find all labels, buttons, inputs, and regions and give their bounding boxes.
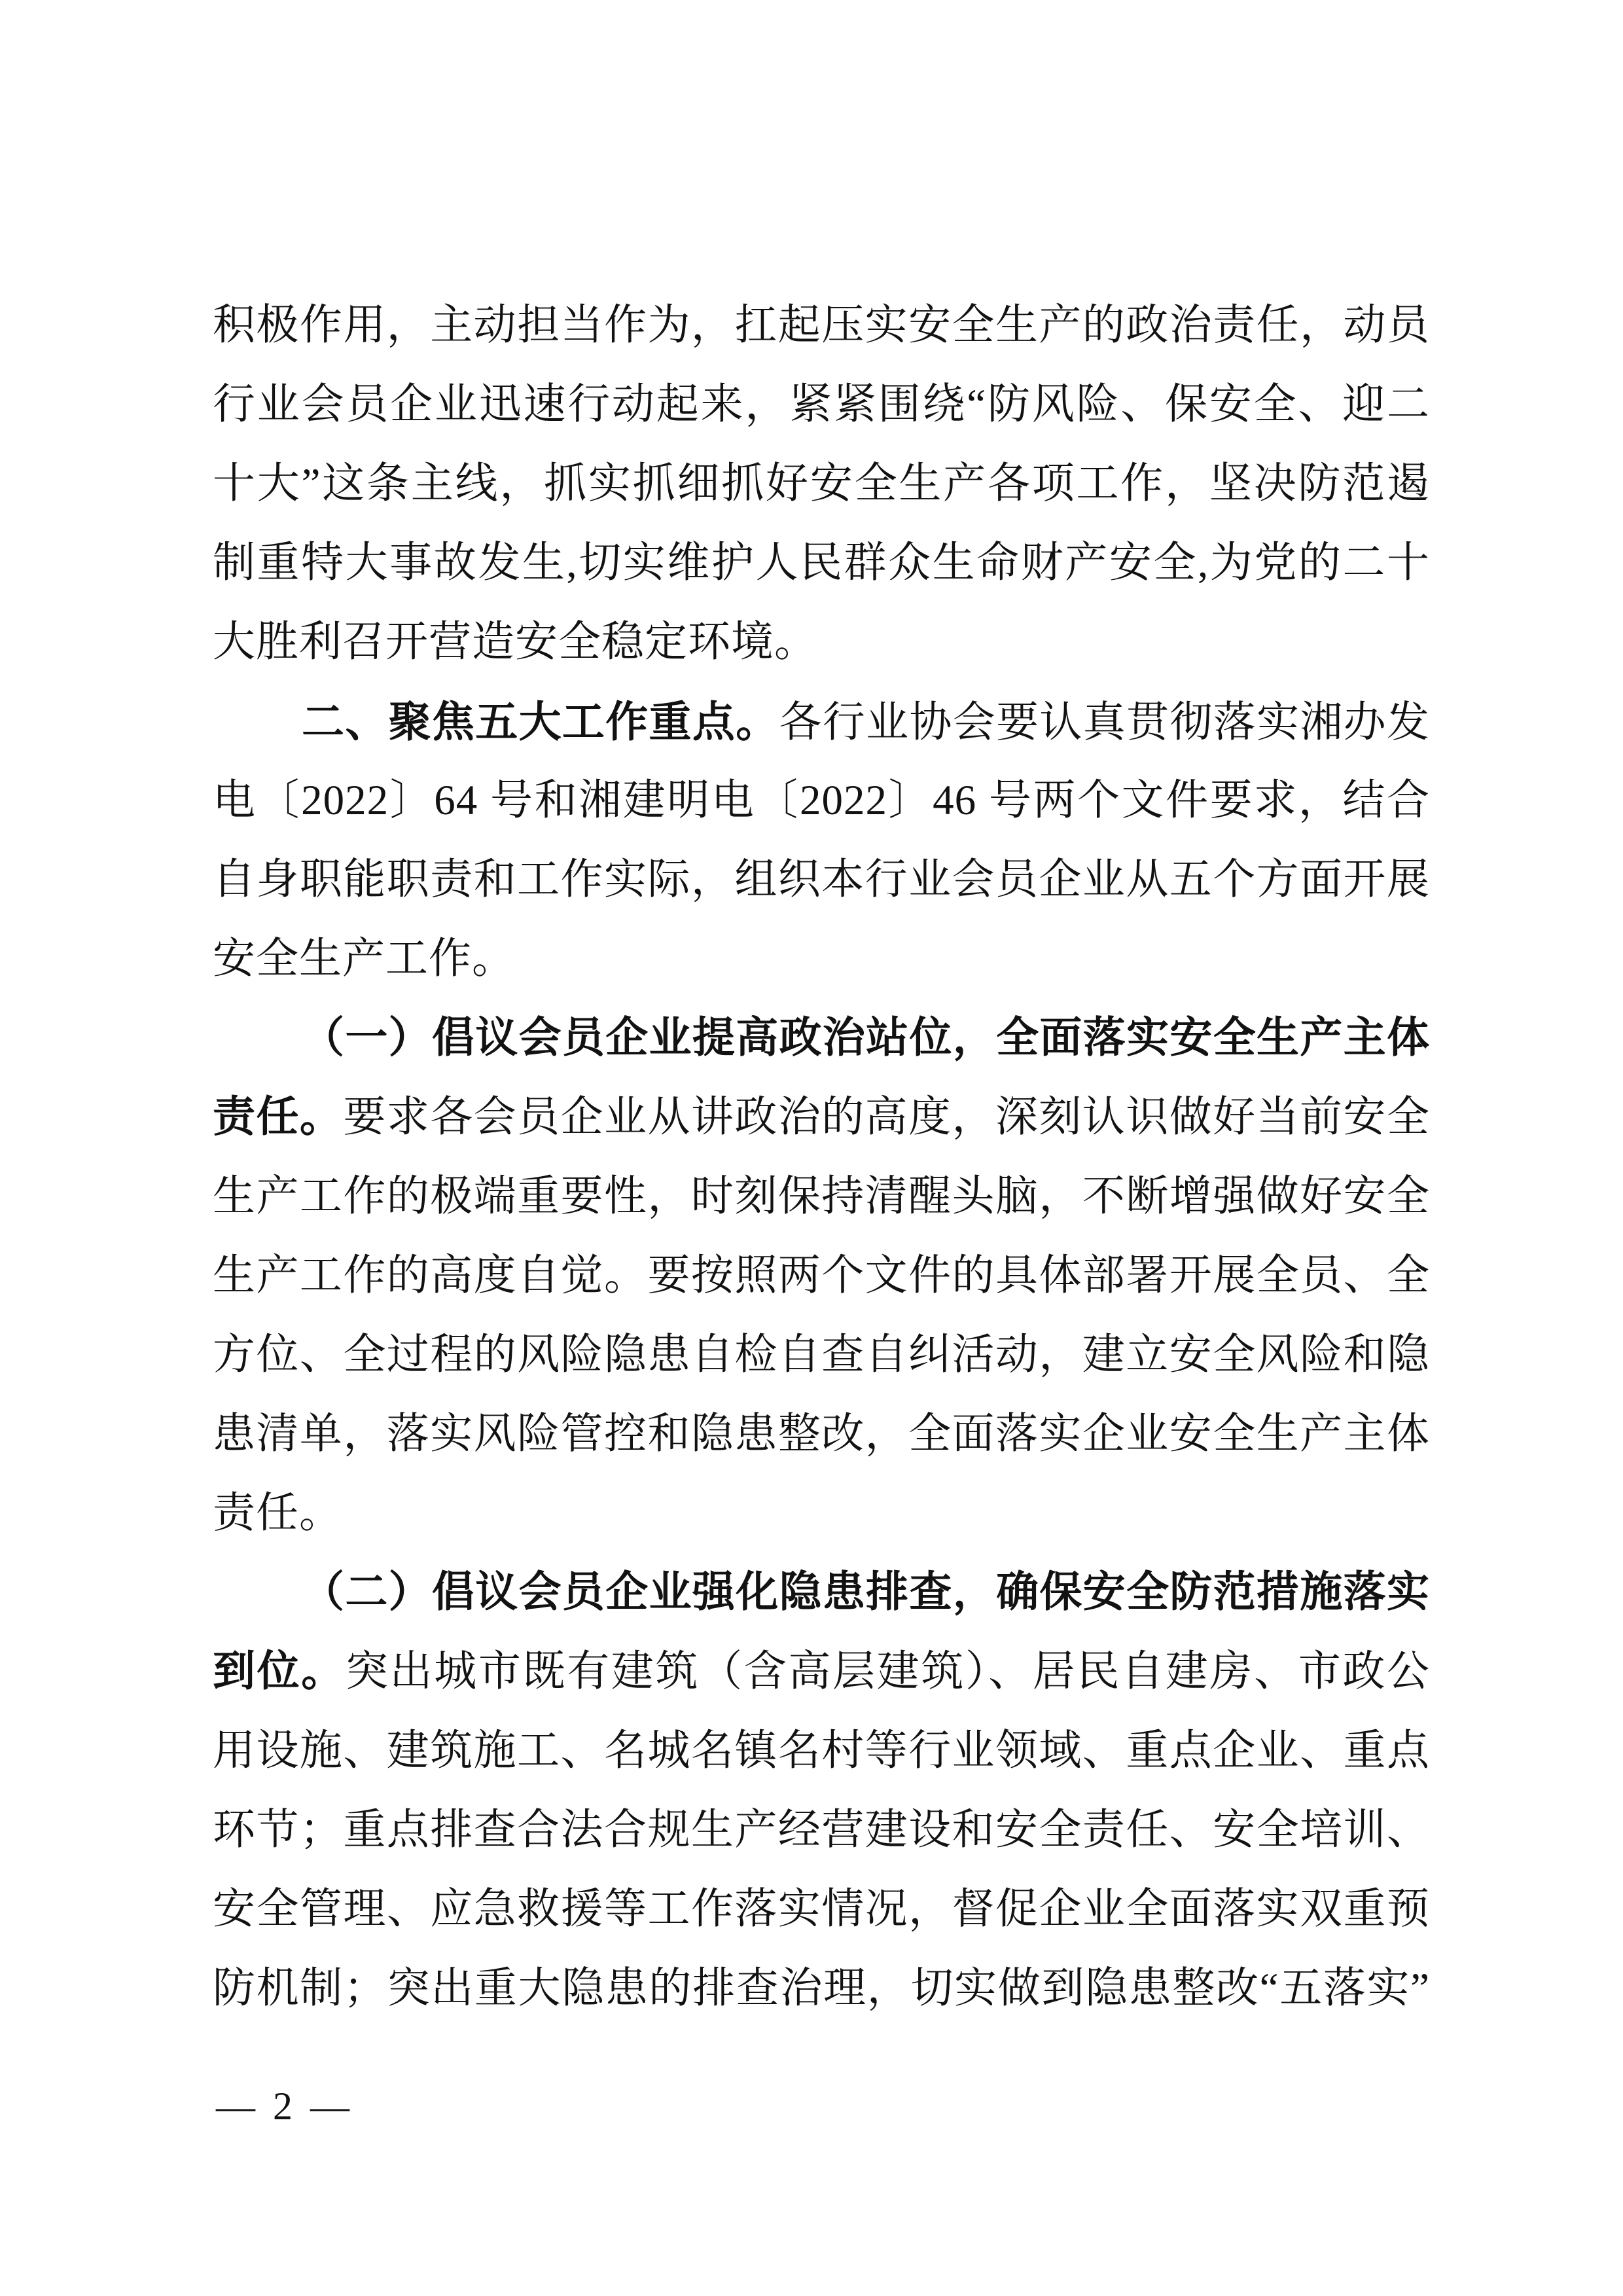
sub-heading-lead: （二）倡议会员企业强化隐患排查，确保安全防范措施落实: [302, 1569, 1430, 1616]
line-text: 用设施、建筑施工、名城名镇名村等行业领域、重点企业、重点: [213, 1727, 1430, 1774]
line-text: 突出城市既有建筑（含高层建筑）、居民自建房、市政公: [345, 1648, 1430, 1695]
line-text: 制重特大事故发生,切实维护人民群众生命财产安全,为党的二十: [213, 539, 1430, 586]
text-line: [213, 1949, 1430, 2028]
text-line: [213, 1870, 1430, 1949]
line-text: 要求各会员企业从讲政治的高度，深刻认识做好当前安全: [343, 1094, 1430, 1141]
line-text: 行业会员企业迅速行动起来，紧紧围绕“防风险、保安全、迎二: [213, 381, 1430, 428]
line-text: 生产工作的极端重要性，时刻保持清醒头脑，不断增强做好安全: [213, 1173, 1430, 1220]
section-heading: 二、聚焦五大工作重点。: [302, 698, 779, 745]
line-text: 电〔2022〕64 号和湘建明电〔2022〕46 号两个文件要求，结合: [213, 777, 1430, 824]
line-text: 生产工作的高度自觉。要按照两个文件的具体部署开展全员、全: [213, 1252, 1430, 1299]
sub-heading-lead: 责任。: [213, 1094, 344, 1141]
document-body: [213, 286, 1430, 2028]
page-number: — 2 —: [216, 2085, 353, 2128]
line-text: 防机制；突出重大隐患的排查治理，切实做到隐患整改“五落实”: [213, 1965, 1430, 2012]
text-line: [213, 920, 1430, 999]
line-text: 各行业协会要认真贯彻落实湘办发: [779, 699, 1430, 746]
sub-heading-lead: （一）倡议会员企业提高政治站位，全面落实安全生产主体: [302, 1014, 1430, 1062]
line-text: 方位、全过程的风险隐患自检自查自纠活动，建立安全风险和隐: [213, 1331, 1430, 1378]
line-text: 十大”这条主线，抓实抓细抓好安全生产各项工作，坚决防范遏: [213, 460, 1430, 507]
text-line: [213, 1632, 1430, 1712]
sub-heading-lead: 到位。: [213, 1648, 346, 1695]
text-line: [213, 1395, 1430, 1474]
text-line: [213, 444, 1430, 524]
line-text: 积极作用，主动担当作为，扛起压实安全生产的政治责任，动员: [213, 302, 1430, 349]
line-text: 大胜利召开营造安全稳定环境。: [213, 619, 818, 666]
text-line: [213, 1474, 1430, 1553]
text-line: [213, 1316, 1430, 1395]
text-line: [213, 999, 1430, 1078]
line-text: 安全生产工作。: [213, 935, 516, 982]
text-line: [213, 1791, 1430, 1870]
text-line: [213, 286, 1430, 365]
text-line: [213, 603, 1430, 682]
text-line: [213, 761, 1430, 840]
line-text: 自身职能职责和工作实际，组织本行业会员企业从五个方面开展: [213, 856, 1430, 903]
text-line: [213, 1078, 1430, 1157]
text-line: [213, 365, 1430, 444]
text-line: [213, 1236, 1430, 1316]
line-text: 责任。: [213, 1490, 343, 1537]
line-text: 患清单，落实风险管控和隐患整改，全面落实企业安全生产主体: [213, 1410, 1430, 1458]
text-line: [213, 1553, 1430, 1632]
text-line: [213, 682, 1430, 761]
text-line: [213, 524, 1430, 603]
line-text: 环节；重点排查合法合规生产经营建设和安全责任、安全培训、: [213, 1806, 1430, 1854]
text-line: [213, 840, 1430, 920]
text-line: [213, 1157, 1430, 1236]
text-line: [213, 1712, 1430, 1791]
line-text: 安全管理、应急救援等工作落实情况，督促企业全面落实双重预: [213, 1886, 1430, 1933]
